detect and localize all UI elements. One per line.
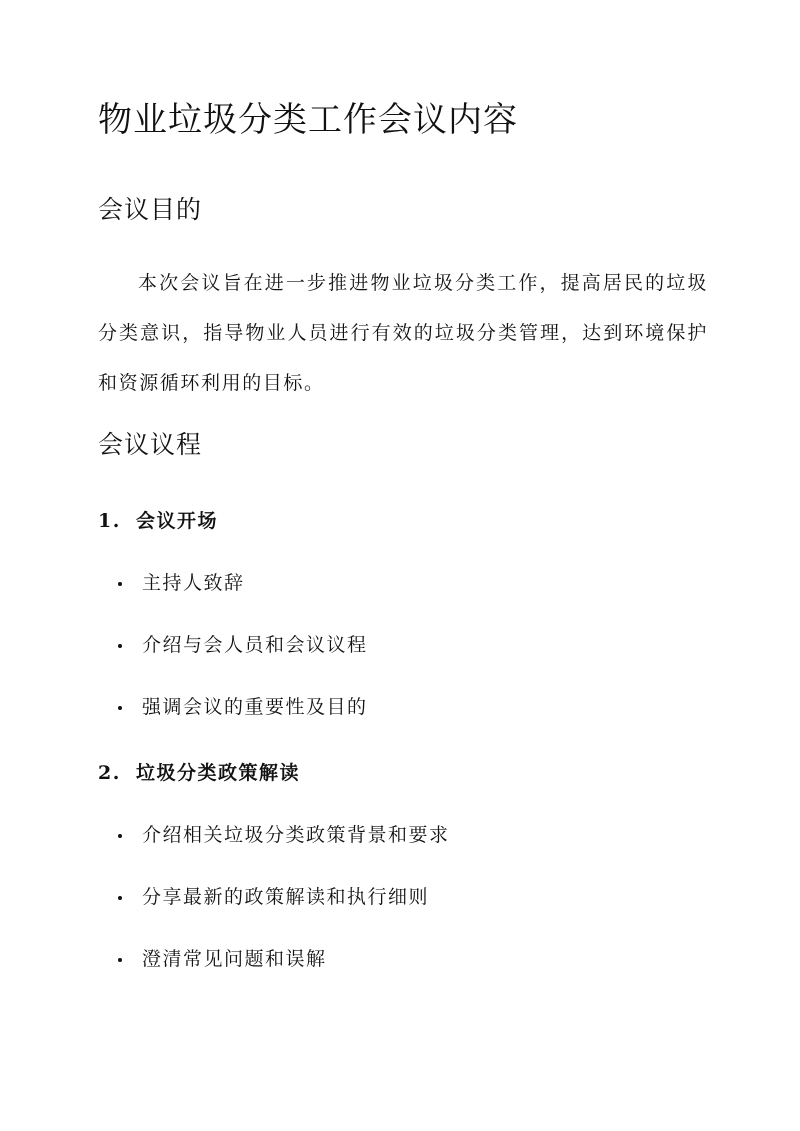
list-item-text: 澄清常见问题和误解 [142,948,327,970]
agenda-section-1-number: 1. [98,510,121,532]
bullet-icon [118,582,122,586]
list-item-text: 主持人致辞 [142,572,245,594]
list-item [118,883,450,945]
purpose-paragraph: 本次会议旨在进一步推进物业垃圾分类工作，提高居民的垃圾分类意识，指导物业人员进行有效的垃圾分类管理，达到环境保护和资源循环利用的目标。 [98,272,708,394]
list-item [118,693,368,755]
list-item-text: 强调会议的重要性及目的 [142,696,368,718]
list-item [118,821,450,883]
list-item [118,569,368,631]
agenda-section-2-number: 2. [98,762,121,784]
bullet-icon [118,834,122,838]
bullet-icon [118,958,122,962]
list-item-text: 介绍相关垃圾分类政策背景和要求 [142,824,450,846]
agenda-heading: 会议议程 [98,430,203,459]
agenda-section-1-title: 会议开场 [136,510,219,532]
bullet-icon [118,706,122,710]
agenda-section-2-heading [98,759,300,787]
agenda-section-1-heading [98,507,218,535]
list-item [118,631,368,693]
list-item-text: 分享最新的政策解读和执行细则 [142,886,430,908]
agenda-section-1-list [118,569,368,755]
bullet-icon [118,644,122,648]
bullet-icon [118,896,122,900]
document-title: 物业垃圾分类工作会议内容 [98,100,518,140]
list-item [118,945,450,1007]
agenda-section-2-list [118,821,450,1007]
purpose-heading: 会议目的 [98,195,203,224]
list-item-text: 介绍与会人员和会议议程 [142,634,368,656]
agenda-section-2-title: 垃圾分类政策解读 [136,762,301,784]
